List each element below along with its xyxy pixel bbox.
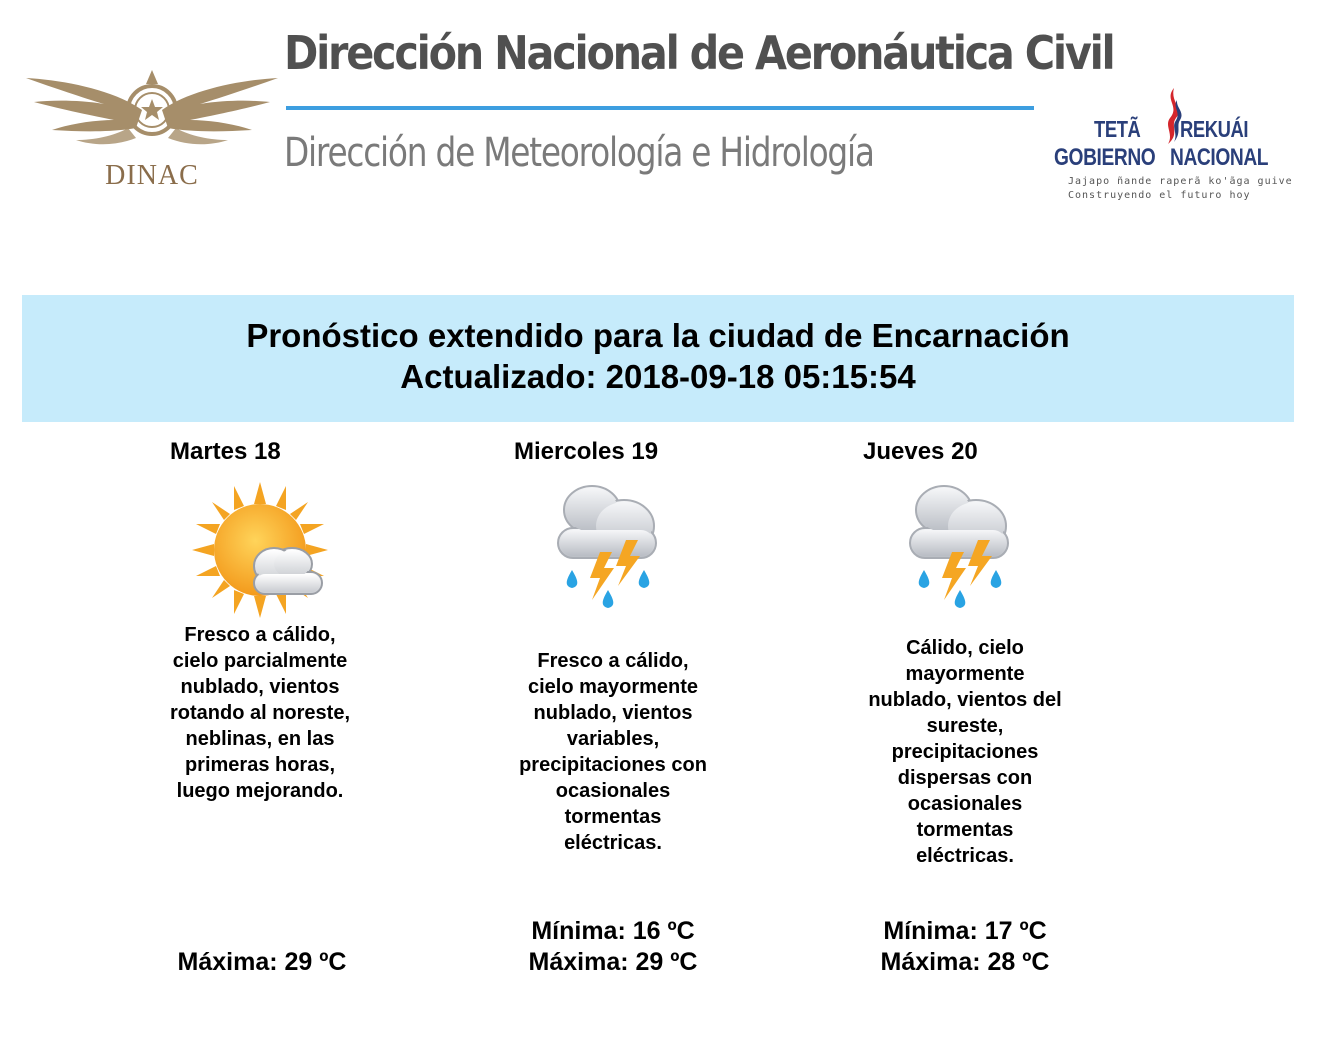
forecast-day <box>140 430 380 990</box>
day-name: Miercoles 19 <box>514 438 659 465</box>
gov-logo-text: GOBIERNO <box>1054 144 1156 171</box>
forecast-day <box>493 430 733 990</box>
org-subtitle: Dirección de Meteorología e Hidrología <box>284 130 874 176</box>
max-temperature: Máxima: 29 ºC <box>528 948 698 976</box>
org-title: Dirección Nacional de Aeronáutica Civil <box>284 26 1114 80</box>
day-name: Martes 18 <box>170 438 281 465</box>
dinac-wordmark: DINAC <box>105 160 199 191</box>
forecast-title: Pronóstico extendido para la ciudad de Encarnación <box>246 317 1070 354</box>
min-temperature: Mínima: 16 ºC <box>531 917 695 945</box>
thunderstorm-rain-icon <box>900 482 1040 622</box>
thunderstorm-rain-icon <box>548 482 688 622</box>
government-logo <box>1052 86 1293 204</box>
max-temperature: Máxima: 29 ºC <box>177 948 347 976</box>
dinac-logo <box>24 40 280 200</box>
wings-emblem-icon <box>24 40 280 160</box>
gov-logo-text: TETÃ <box>1094 116 1141 142</box>
gov-tagline: Jajapo ñande raperã ko'ãga guive <box>1068 176 1293 187</box>
forecast-description: Fresco a cálido, cielo mayormente nublado, vientos variables, precipitaciones con ocasionales tormentas eléctricas. <box>519 650 707 854</box>
forecast-description: Cálido, cielo mayormente nublado, vientos del sureste, precipitaciones dispersas con ocasionales tormentas eléctricas. <box>868 637 1062 867</box>
gov-logo-text: NACIONAL <box>1170 144 1269 171</box>
gov-logo-text: REKUÁI <box>1180 116 1249 142</box>
gov-tagline: Construyendo el futuro hoy <box>1068 190 1251 201</box>
day-name: Jueves 20 <box>863 438 978 465</box>
header-divider <box>286 106 1034 110</box>
max-temperature: Máxima: 28 ºC <box>880 948 1050 976</box>
forecast-day <box>845 430 1085 990</box>
sun-cloud-icon <box>192 482 332 622</box>
updated-timestamp: Actualizado: 2018-09-18 05:15:54 <box>400 358 916 395</box>
min-temperature: Mínima: 17 ºC <box>883 917 1047 945</box>
forecast-description: Fresco a cálido, cielo parcialmente nublado, vientos rotando al noreste, neblinas, en las primeras horas, luego mejorando. <box>169 624 351 802</box>
forecast-banner <box>22 295 1294 422</box>
